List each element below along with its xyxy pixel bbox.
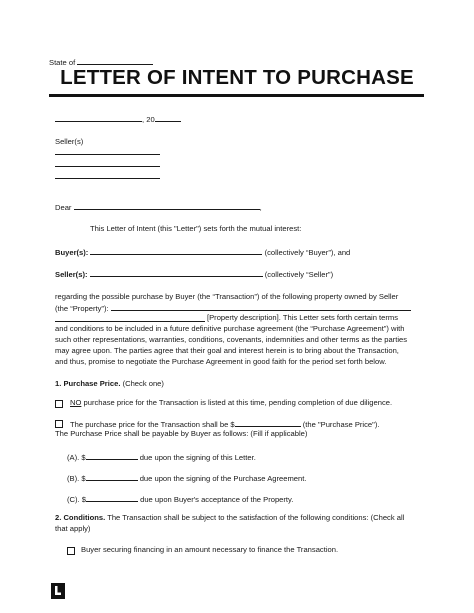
year-blank[interactable] — [155, 113, 181, 122]
seller-block-label: Seller(s) — [55, 137, 84, 146]
body-line-6: may agree upon. The parties agree that their goal and interest herein is to bring about the Transaction, — [55, 346, 399, 355]
seller-address-line-3[interactable] — [55, 178, 160, 179]
no-emphasis: NO — [70, 398, 82, 407]
buyer-line — [55, 246, 350, 258]
seller-name-blank[interactable] — [90, 268, 263, 277]
payment-c-line — [67, 493, 293, 505]
payment-b-label: (B). $ — [67, 474, 86, 483]
conditions-intro-cont: that apply) — [55, 524, 91, 533]
state-of-label: State of — [49, 58, 76, 67]
title-rule — [49, 94, 424, 97]
payment-a-line — [67, 451, 256, 463]
body-line-7: and thus, promise to negotiate the Purchase Agreement in good faith for the period set forth below. — [55, 357, 387, 366]
payment-b-line — [67, 472, 306, 484]
property-blank-line-2[interactable] — [55, 321, 205, 322]
state-blank[interactable] — [77, 56, 153, 65]
body-line-1: regarding the possible purchase by Buyer (the “Transaction”) of the following property owned by Seller — [55, 292, 399, 301]
seller-address-line-2[interactable] — [55, 166, 160, 167]
seller-address-line-1[interactable] — [55, 154, 160, 155]
no-price-checkbox[interactable] — [55, 400, 63, 408]
buyer-name-blank[interactable] — [90, 246, 262, 255]
section-2-heading — [55, 513, 404, 523]
check-one-note: (Check one) — [122, 379, 164, 388]
seller-label: Seller(s): — [55, 270, 88, 279]
conditions-heading: 2. Conditions. — [55, 513, 106, 522]
intro-text: This Letter of Intent (this "Letter") sets forth the mutual interest: — [90, 224, 302, 233]
date-year-prefix: , 20 — [142, 115, 155, 124]
body-line-5: such other representations, warranties, conditions, covenants, indemnities and other terms as the parties — [55, 335, 408, 344]
price-set-text: The purchase price for the Transaction shall be $ — [70, 420, 235, 429]
document-title: LETTER OF INTENT TO PURCHASE — [60, 66, 414, 89]
property-blank[interactable] — [111, 302, 411, 311]
financing-condition: Buyer securing financing in an amount necessary to finance the Transaction. — [81, 545, 339, 554]
payment-c-label: (C). $ — [67, 495, 86, 504]
legal-templates-logo-icon — [51, 583, 65, 599]
financing-checkbox[interactable] — [67, 547, 75, 555]
body-line-4: and conditions to be included in a future definitive purchase agreement (the “Purchase Agreement”) with — [55, 324, 405, 333]
dear-label: Dear — [55, 203, 72, 212]
purchase-price-blank[interactable] — [235, 418, 301, 427]
seller-suffix: (collectively “Seller”) — [264, 270, 334, 279]
date-line — [55, 113, 181, 125]
seller-line — [55, 268, 333, 280]
payment-b-text: due upon the signing of the Purchase Agreement. — [139, 474, 307, 483]
price-set-checkbox[interactable] — [55, 420, 63, 428]
payment-c-text: due upon Buyer's acceptance of the Property. — [140, 495, 294, 504]
conditions-intro: The Transaction shall be subject to the satisfaction of the following conditions: (Check all — [107, 513, 405, 522]
section-1-heading — [55, 379, 164, 389]
body-line-3: [Property description]. This Letter sets forth certain terms — [207, 313, 399, 322]
buyer-suffix: (collectively “Buyer”), and — [264, 248, 351, 257]
purchase-price-defined: (the "Purchase Price"). — [302, 420, 380, 429]
payment-b-amount[interactable] — [86, 472, 138, 481]
no-price-text: purchase price for the Transaction is listed at this time, pending completion of due diligence. — [83, 398, 393, 407]
no-price-option — [70, 398, 392, 408]
date-blank[interactable] — [55, 113, 142, 122]
payment-a-text: due upon the signing of this Letter. — [139, 453, 256, 462]
payment-a-amount[interactable] — [86, 451, 138, 460]
salutation-comma: , — [259, 203, 262, 212]
salutation-line — [55, 201, 262, 213]
recipient-blank[interactable] — [74, 201, 260, 210]
buyer-label: Buyer(s): — [55, 248, 89, 257]
payable-as-follows: The Purchase Price shall be payable by Buyer as follows: (Fill if applicable) — [55, 429, 308, 438]
property-label: (the “Property”): — [55, 304, 109, 313]
payment-c-amount[interactable] — [86, 493, 138, 502]
payment-a-label: (A). $ — [67, 453, 86, 462]
purchase-price-heading: 1. Purchase Price. — [55, 379, 121, 388]
